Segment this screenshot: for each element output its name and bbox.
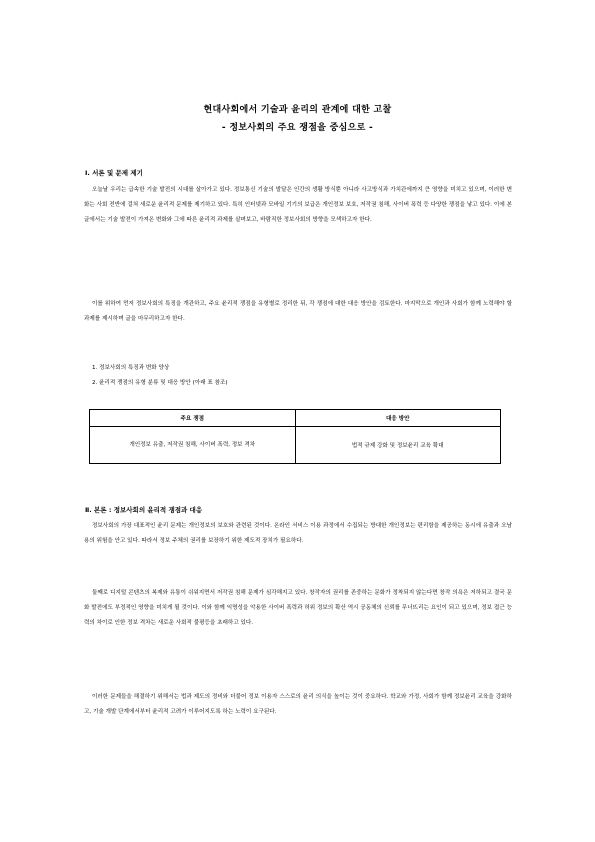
intro-paragraph-1: [84, 183, 512, 228]
document-subtitle: - 정보사회의 주요 쟁점을 중심으로 -: [221, 123, 374, 133]
section-heading-intro: Ⅰ. 서론 및 문제 제기: [85, 169, 143, 177]
body-paragraph-1: [84, 519, 512, 549]
paragraph-text: 오늘날 우리는 급속한 기술 발전의 시대를 살아가고 있다. 정보통신 기술의 발달은 인간의 생활 방식뿐 아니라 사고방식과 가치관에까지 큰 영향을 미치고 있으며, 이러한 변화는 사회 전반에 걸쳐 새로운 윤리적 문제를 제기하고 있다. 특히 인터넷과 모바일 기기의 보급은 개인정보 보호, 저작권 침해, 사이버 폭력 등 다양한 쟁점을 낳고 있다. 이에 본 글에서는 기술 발전이 가져온 변화와 그에 따른 윤리적 과제를 살펴보고, 바람직한 정보사회의 방향을 모색하고자 한다.: [84, 187, 512, 223]
section-heading-body: Ⅱ. 본론 : 정보사회의 윤리적 쟁점과 대응: [85, 506, 203, 514]
body-paragraph-3: [84, 690, 512, 720]
document-title: 현대사회에서 기술과 윤리의 관계에 대한 고찰: [203, 105, 392, 115]
table-header-cell: 대응 방안: [295, 410, 501, 427]
table-header-row: [90, 410, 501, 427]
issues-table: [89, 409, 501, 464]
list-item: 1. 정보사회의 특징과 변화 양상: [92, 365, 170, 371]
table-row: [90, 427, 501, 464]
paragraph-text: 둘째로 디지털 콘텐츠의 복제와 유통이 쉬워지면서 저작권 침해 문제가 심각해지고 있다. 창작자의 권리를 존중하는 문화가 정착되지 않는다면 창작 의욕은 저하되고 결국 문화 발전에도 부정적인 영향을 미치게 될 것이다. 이와 함께 익명성을 악용한 사이버 폭력과 허위 정보의 확산 역시 공동체의 신뢰를 무너뜨리는 요인이 되고 있으며, 정보 접근 능력의 차이로 인한 정보 격차는 새로운 사회적 불평등을 초래하고 있다.: [84, 590, 512, 626]
table-header-cell: 주요 쟁점: [90, 410, 296, 427]
list-item: 2. 윤리적 쟁점의 유형 분류 및 대응 방안 (아래 표 참조): [92, 380, 228, 386]
paragraph-text: 이를 위하여 먼저 정보사회의 특징을 개관하고, 주요 윤리적 쟁점을 유형별로 정리한 뒤, 각 쟁점에 대한 대응 방안을 검토한다. 마지막으로 개인과 사회가 함께 노력해야 할 과제를 제시하며 글을 마무리하고자 한다.: [84, 301, 512, 322]
intro-paragraph-2: [84, 297, 512, 327]
table-cell: 개인정보 유출, 저작권 침해, 사이버 폭력, 정보 격차: [90, 427, 296, 464]
body-paragraph-2: [84, 586, 512, 631]
paragraph-text: 이러한 문제들을 해결하기 위해서는 법과 제도의 정비와 더불어 정보 이용자 스스로의 윤리 의식을 높이는 것이 중요하다. 학교와 가정, 사회가 함께 정보윤리 교육을 강화하고, 기술 개발 단계에서부터 윤리적 고려가 이루어지도록 하는 노력이 요구된다.: [84, 694, 512, 715]
paragraph-text: 정보사회의 가장 대표적인 윤리 문제는 개인정보의 보호와 관련된 것이다. 온라인 서비스 이용 과정에서 수집되는 방대한 개인정보는 편리함을 제공하는 동시에 유출과 오남용의 위험을 안고 있다. 따라서 정보 주체의 권리를 보장하기 위한 제도적 장치가 필요하다.: [84, 523, 512, 544]
table-cell: 법적 규제 강화 및 정보윤리 교육 확대: [295, 427, 501, 464]
